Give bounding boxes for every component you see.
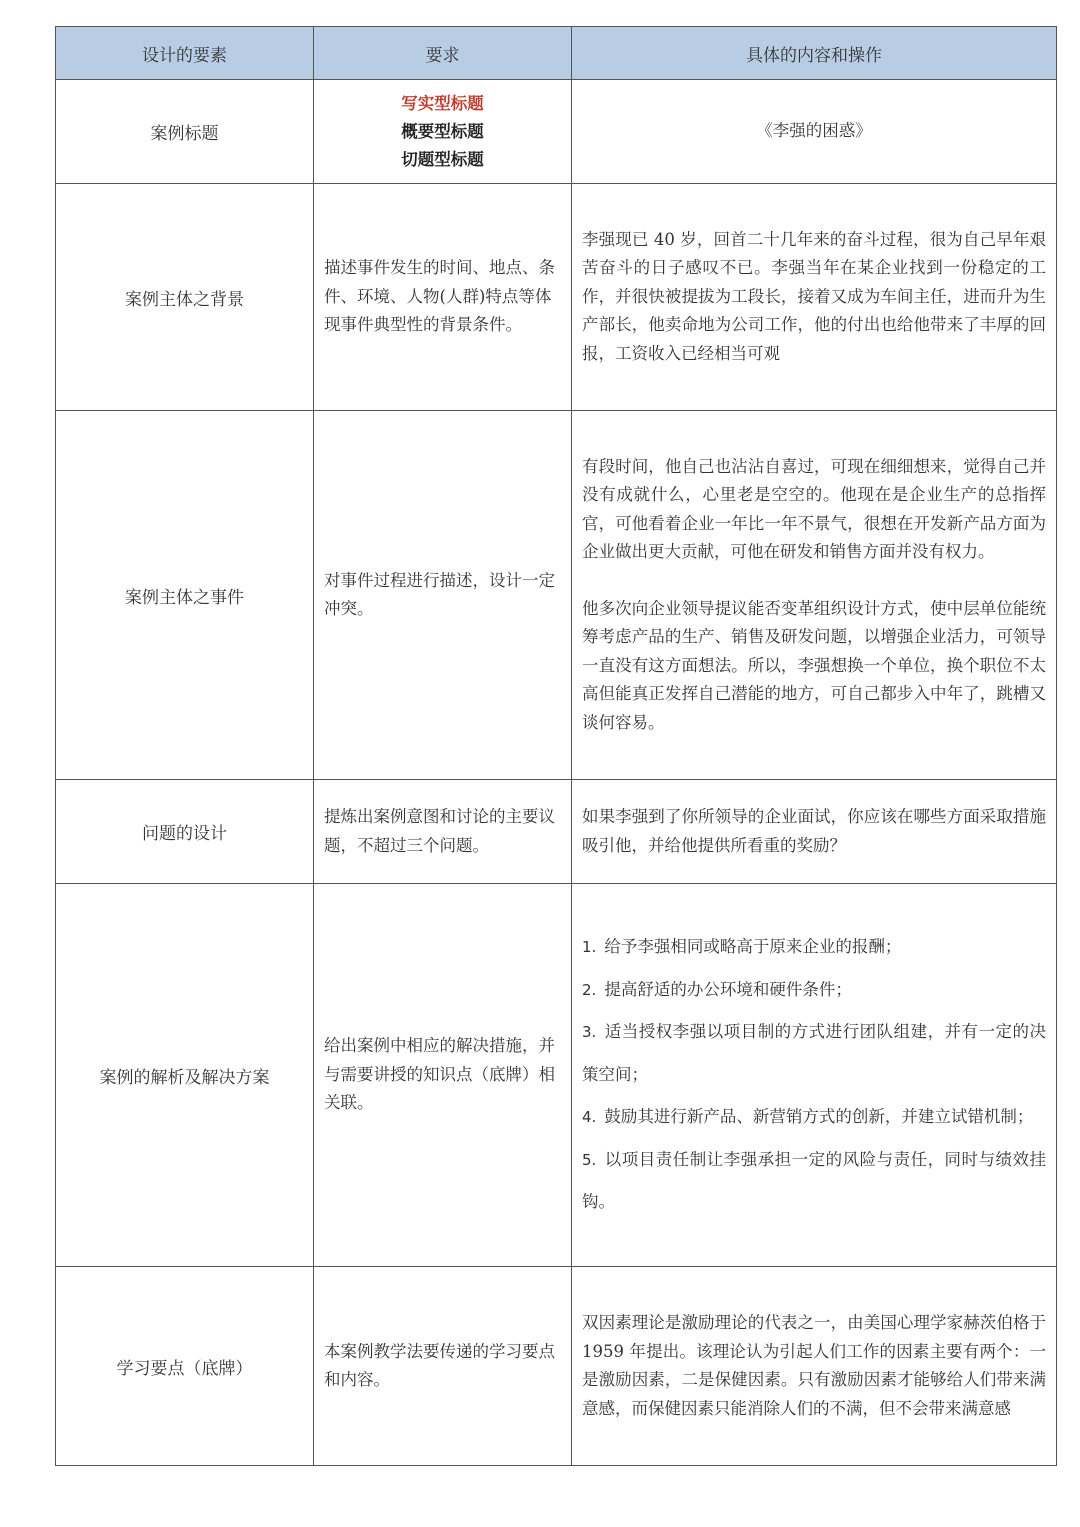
header-requirement: 要求	[314, 27, 572, 80]
header-row	[56, 27, 1057, 80]
event-paragraph: 有段时间，他自己也沾沾自喜过，可现在细细想来，觉得自己并没有成就什么，心里老是空空的。他现在是企业生产的总指挥官，可他看着企业一年比一年不景气，很想在开发新产品方面为企业做出更大贡献，可他在研发和销售方面并没有权力。	[582, 456, 1046, 562]
content-case-title	[572, 80, 1057, 184]
content-learning-text: 双因素理论是激励理论的代表之一，由美国心理学家赫茨伯格于 1959 年提出。该理论认为引起人们工作的因素主要有两个：一是激励因素，二是保健因素。只有激励因素才能够给人们带来满意感，而保健因素只能消除人们的不满，但不会带来满意感	[582, 1313, 1046, 1418]
row-question	[56, 780, 1057, 884]
row-learning-points	[56, 1267, 1057, 1466]
content-learning-points	[572, 1267, 1057, 1466]
req-background-text: 描述事件发生的时间、地点、条件、环境、人物(人群)特点等体现事件典型性的背景条件。	[324, 258, 555, 335]
row-background	[56, 184, 1057, 411]
req-question	[314, 780, 572, 884]
title-type-summary: 概要型标题	[401, 121, 484, 141]
element-solution: 案例的解析及解决方案	[56, 884, 314, 1267]
req-event-text: 对事件过程进行描述，设计一定冲突。	[324, 570, 555, 618]
list-item: 5. 以项目责任制让李强承担一定的风险与责任，同时与绩效挂钩。	[582, 1149, 1046, 1212]
req-solution-text: 给出案例中相应的解决措施，并与需要讲授的知识点（底牌）相关联。	[324, 1036, 555, 1113]
title-type-relevant: 切题型标题	[401, 149, 484, 169]
list-item: 1. 给予李强相同或略高于原来企业的报酬；	[582, 937, 902, 957]
element-learning-points: 学习要点（底牌）	[56, 1267, 314, 1466]
content-solution	[572, 884, 1057, 1267]
list-item: 3. 适当授权李强以项目制的方式进行团队组建，并有一定的决策空间；	[582, 1022, 1046, 1084]
req-background	[314, 184, 572, 411]
case-title-text: 《李强的困惑》	[756, 121, 872, 141]
element-background: 案例主体之背景	[56, 184, 314, 411]
header-design-element: 设计的要素	[56, 27, 314, 80]
content-question-text: 如果李强到了你所领导的企业面试，你应该在哪些方面采取措施吸引他，并给他提供所看重的奖励？	[582, 807, 1046, 855]
element-question: 问题的设计	[56, 780, 314, 884]
element-case-title: 案例标题	[56, 80, 314, 184]
element-event: 案例主体之事件	[56, 411, 314, 780]
header-content-operation: 具体的内容和操作	[572, 27, 1057, 80]
req-learning-text: 本案例教学法要传递的学习要点和内容。	[324, 1341, 555, 1389]
req-event	[314, 411, 572, 780]
content-question	[572, 780, 1057, 884]
case-design-table	[55, 26, 1057, 1466]
content-event	[572, 411, 1057, 780]
req-learning-points	[314, 1267, 572, 1466]
list-item: 4. 鼓励其进行新产品、新营销方式的创新，并建立试错机制；	[582, 1107, 1034, 1127]
row-solution	[56, 884, 1057, 1267]
content-background-text: 李强现已 40 岁，回首二十几年来的奋斗过程，很为自己早年艰苦奋斗的日子感叹不已。李强当年在某企业找到一份稳定的工作，并很快被提拔为工段长，接着又成为车间主任，进而升为生产部长，他卖命地为公司工作，他的付出也给他带来了丰厚的回报，工资收入已经相当可观	[582, 229, 1046, 363]
event-paragraph: 他多次向企业领导提议能否变革组织设计方式，使中层单位能统筹考虑产品的生产、销售及研发问题，以增强企业活力，可领导一直没有这方面想法。所以，李强想换一个单位，换个职位不太高但能真正发挥自己潜能的地方，可自己都步入中年了，跳槽又谈何容易。	[582, 598, 1046, 732]
title-type-realistic: 写实型标题	[401, 93, 484, 113]
req-solution	[314, 884, 572, 1267]
row-event	[56, 411, 1057, 780]
list-item: 2. 提高舒适的办公环境和硬件条件；	[582, 979, 852, 999]
row-case-title	[56, 80, 1057, 184]
req-question-text: 提炼出案例意图和讨论的主要议题，不超过三个问题。	[324, 807, 555, 855]
req-case-title	[314, 80, 572, 184]
content-background	[572, 184, 1057, 411]
